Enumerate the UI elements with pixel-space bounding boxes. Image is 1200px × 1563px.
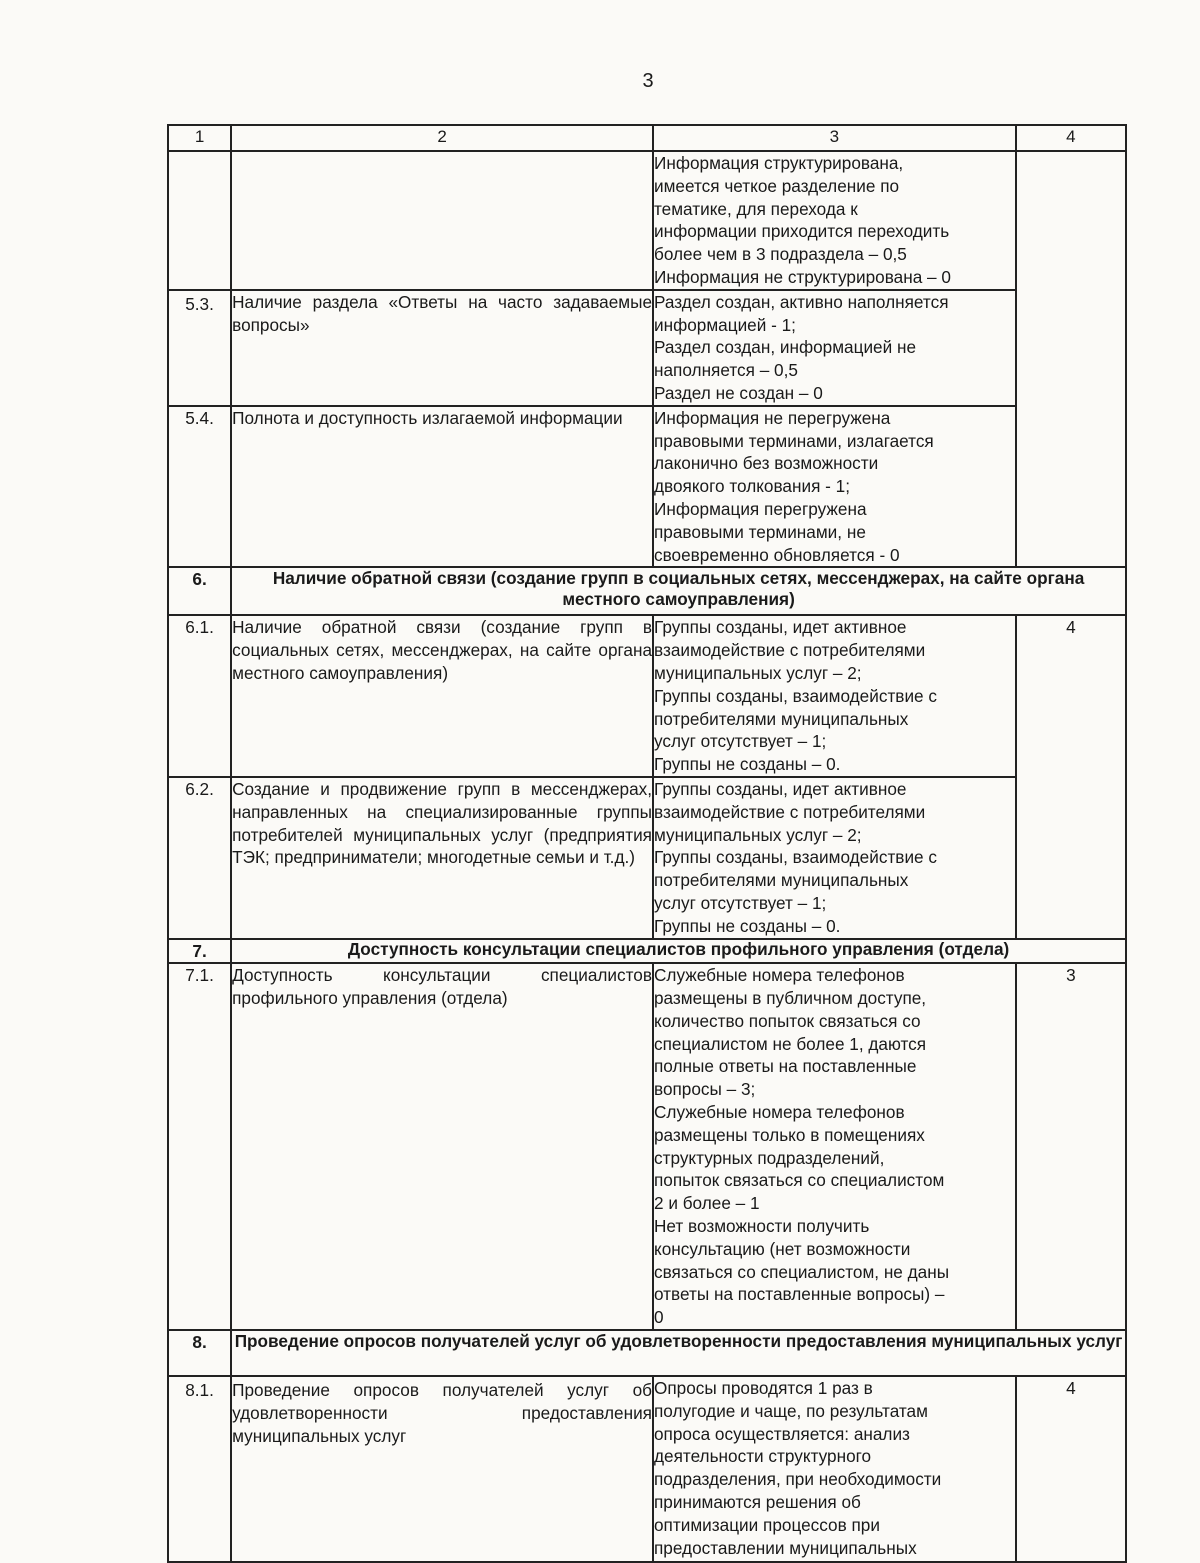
section-title: Наличие обратной связи (создание групп в социальных сетях, мессенджерах, на сайте органа местного самоуправления) bbox=[231, 567, 1126, 615]
header-col-3: 3 bbox=[653, 125, 1016, 151]
row-name: Наличие обратной связи (создание групп в социальных сетях, мессенджерах, на сайте органа местного самоуправления) bbox=[231, 615, 653, 777]
criteria-line: консультацию (нет возможности bbox=[654, 1238, 911, 1259]
criteria-line: Раздел создан, активно наполняется bbox=[654, 291, 949, 312]
page-number: 3 bbox=[642, 70, 654, 92]
row-score: 4 bbox=[1016, 1376, 1126, 1562]
criteria-line: информацией - 1; bbox=[654, 314, 796, 335]
criteria-line: Служебные номера телефонов bbox=[654, 1102, 905, 1123]
criteria-line: 2 и более – 1 bbox=[654, 1193, 760, 1214]
criteria-line: более чем в 3 подраздела – 0,5 bbox=[654, 244, 907, 265]
row-number: 8.1. bbox=[168, 1376, 231, 1562]
criteria-line: полные ответы на поставленные bbox=[654, 1056, 917, 1077]
criteria-line: подразделения, при необходимости bbox=[654, 1469, 942, 1490]
section-row-8 bbox=[168, 1330, 1126, 1376]
criteria-line: специалистом не более 1, даются bbox=[654, 1033, 927, 1054]
row-number: 7.1. bbox=[168, 963, 231, 1330]
criteria-line: наполняется – 0,5 bbox=[654, 360, 798, 381]
section-number: 8. bbox=[168, 1330, 231, 1376]
criteria-line: Группы созданы, взаимодействие с bbox=[654, 847, 937, 868]
criteria-line: правовыми терминами, излагается bbox=[654, 430, 934, 451]
criteria-line: Группы не созданы – 0. bbox=[654, 915, 841, 936]
criteria-line: принимаются решения об bbox=[654, 1492, 861, 1513]
criteria-line: Информация не перегружена bbox=[654, 407, 891, 428]
criteria-line: взаимодействие с потребителями bbox=[654, 801, 926, 822]
criteria-line: попыток связаться со специалистом bbox=[654, 1170, 945, 1191]
criteria-line: 0 bbox=[654, 1307, 664, 1328]
criteria-line: оптимизации процессов при bbox=[654, 1514, 880, 1535]
criteria-line: Опросы проводятся 1 раз в bbox=[654, 1378, 873, 1399]
row-name bbox=[231, 151, 653, 290]
criteria-line: двоякого толкования - 1; bbox=[654, 476, 850, 497]
criteria-line: Раздел создан, информацией не bbox=[654, 337, 917, 358]
header-col-2: 2 bbox=[231, 125, 653, 151]
criteria-line: Группы созданы, идет активное bbox=[654, 778, 907, 799]
criteria-line: муниципальных услуг – 2; bbox=[654, 824, 862, 845]
table-row-6-1 bbox=[168, 615, 1126, 777]
criteria-line: размещены только в помещениях bbox=[654, 1124, 925, 1145]
criteria-line: предоставлении муниципальных bbox=[654, 1537, 917, 1558]
table-row-7-1 bbox=[168, 963, 1126, 1330]
section-number: 7. bbox=[168, 939, 231, 964]
row-number bbox=[168, 151, 231, 290]
row-name: Полнота и доступность излагаемой информации bbox=[231, 406, 653, 568]
criteria-line: количество попыток связаться со bbox=[654, 1010, 921, 1031]
criteria-line: деятельности структурного bbox=[654, 1446, 872, 1467]
criteria-line: потребителями муниципальных bbox=[654, 870, 909, 891]
criteria-line: услуг отсутствует – 1; bbox=[654, 731, 827, 752]
row-criteria bbox=[653, 777, 1016, 939]
row-name: Доступность консультации специалистов профильного управления (отдела) bbox=[231, 963, 653, 1330]
criteria-line: Группы не созданы – 0. bbox=[654, 754, 841, 775]
criteria-line: услуг отсутствует – 1; bbox=[654, 892, 827, 913]
criteria-line: потребителями муниципальных bbox=[654, 708, 909, 729]
section-row-6 bbox=[168, 567, 1126, 615]
section-number: 6. bbox=[168, 567, 231, 615]
table-header-row bbox=[168, 125, 1126, 151]
criteria-line: тематике, для перехода к bbox=[654, 198, 858, 219]
row-name: Создание и продвижение групп в мессенджерах, направленных на специализированные группы потребителей муниципальных услуг (предприятия ТЭК; предприниматели; многодетные семьи и т.д.) bbox=[231, 777, 653, 939]
row-criteria bbox=[653, 290, 1016, 406]
table-row-5-4 bbox=[168, 406, 1126, 568]
criteria-line: Информация перегружена bbox=[654, 498, 867, 519]
row-number: 5.4. bbox=[168, 406, 231, 568]
table-row-8-1 bbox=[168, 1376, 1126, 1562]
row-number: 6.1. bbox=[168, 615, 231, 777]
criteria-line: лаконично без возможности bbox=[654, 453, 879, 474]
row-number: 5.3. bbox=[168, 290, 231, 406]
criteria-line: своевременно обновляется - 0 bbox=[654, 544, 900, 565]
criteria-line: Служебные номера телефонов bbox=[654, 965, 905, 986]
criteria-line: связаться со специалистом, не даны bbox=[654, 1261, 950, 1282]
criteria-line: информации приходится переходить bbox=[654, 221, 950, 242]
row-criteria bbox=[653, 151, 1016, 290]
row-score-6: 4 bbox=[1016, 615, 1126, 938]
criteria-line: Раздел не создан – 0 bbox=[654, 382, 823, 403]
criteria-line: взаимодействие с потребителями bbox=[654, 640, 926, 661]
section-title: Проведение опросов получателей услуг об удовлетворенности предоставления муниципальных услуг bbox=[231, 1330, 1126, 1376]
criteria-line: Информация не структурирована – 0 bbox=[654, 266, 951, 287]
criteria-line: размещены в публичном доступе, bbox=[654, 988, 927, 1009]
criteria-line: имеется четкое разделение по bbox=[654, 175, 900, 196]
section-title: Доступность консультации специалистов профильного управления (отдела) bbox=[231, 939, 1126, 964]
criteria-line: структурных подразделений, bbox=[654, 1147, 885, 1168]
row-criteria bbox=[653, 1376, 1016, 1562]
row-score-5 bbox=[1016, 151, 1126, 567]
row-name: Наличие раздела «Ответы на часто задаваемые вопросы» bbox=[231, 290, 653, 406]
row-number: 6.2. bbox=[168, 777, 231, 939]
header-col-1: 1 bbox=[168, 125, 231, 151]
criteria-table bbox=[167, 124, 1127, 1563]
criteria-line: правовыми терминами, не bbox=[654, 521, 866, 542]
row-score: 3 bbox=[1016, 963, 1126, 1330]
row-criteria bbox=[653, 963, 1016, 1330]
criteria-line: опроса осуществляется: анализ bbox=[654, 1423, 910, 1444]
section-row-7 bbox=[168, 939, 1126, 964]
criteria-line: Информация структурирована, bbox=[654, 153, 904, 173]
criteria-line: полугодие и чаще, по результатам bbox=[654, 1400, 928, 1421]
criteria-line: Нет возможности получить bbox=[654, 1216, 870, 1237]
table-row-5-3 bbox=[168, 290, 1126, 406]
criteria-line: Группы созданы, идет активное bbox=[654, 617, 907, 638]
row-criteria bbox=[653, 615, 1016, 777]
header-col-4: 4 bbox=[1016, 125, 1126, 151]
table-row-continuation bbox=[168, 151, 1126, 290]
criteria-line: муниципальных услуг – 2; bbox=[654, 662, 862, 683]
criteria-line: ответы на поставленные вопросы) – bbox=[654, 1284, 945, 1305]
row-criteria bbox=[653, 406, 1016, 568]
criteria-line: Группы созданы, взаимодействие с bbox=[654, 685, 937, 706]
row-name: Проведение опросов получателей услуг об удовлетворенности предоставления муниципальных услуг bbox=[231, 1376, 653, 1562]
criteria-line: вопросы – 3; bbox=[654, 1079, 756, 1100]
table-row-6-2 bbox=[168, 777, 1126, 939]
